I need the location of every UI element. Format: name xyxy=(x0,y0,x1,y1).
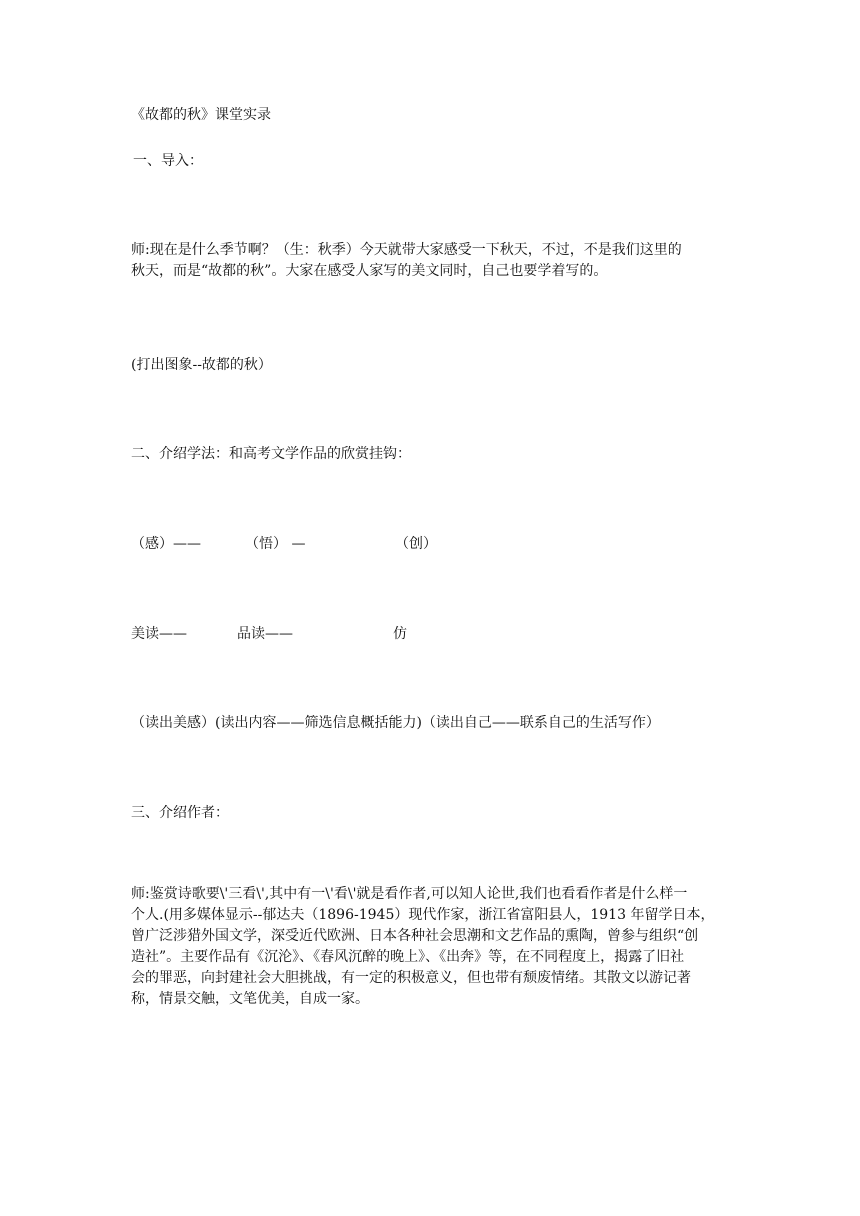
paragraph-line: 会的罪恶，向封建社会大胆挑战，有一定的积极意义，但也带有颓废情绪。其散文以游记著 xyxy=(131,970,691,986)
paragraph-line: 造社”。主要作品有《沉沦》、《春风沉醉的晚上》、《出奔》等，在不同程度上，揭露了旧社 xyxy=(131,949,685,965)
paragraph-line: 个人.(用多媒体显示--郁达夫（1896-1945）现代作家，浙江省富阳县人，1913 年留学日本， xyxy=(131,907,715,923)
method-item: （悟） — xyxy=(245,536,306,552)
paragraph-line: 秋天，而是“故都的秋”。大家在感受人家写的美文同时，自己也要学着写的。 xyxy=(131,263,608,279)
slide-note: (打出图象--故都的秋） xyxy=(131,357,272,373)
method-row-3: （读出美感）(读出内容——筛选信息概括能力)（读出自己——联系自己的生活写作） xyxy=(131,715,660,731)
paragraph-line: 师:鉴赏诗歌要\'三看\',其中有一\'看\'就是看作者,可以知人论世,我们也看看作者是什么样一 xyxy=(131,886,688,902)
paragraph-line: 曾广泛涉猎外国文学，深受近代欧洲、日本各种社会思潮和文艺作品的熏陶，曾参与组织“创 xyxy=(131,928,699,944)
paragraph-line: 师:现在是什么季节啊？（生：秋季）今天就带大家感受一下秋天，不过，不是我们这里的 xyxy=(131,242,682,258)
method-row-2 xyxy=(131,624,731,644)
method-row-1 xyxy=(131,534,731,554)
method-item: 仿 xyxy=(393,626,407,642)
method-item: 品读—— xyxy=(237,626,293,642)
section1-heading: 一、导入： xyxy=(133,153,203,169)
method-item: （感）—— xyxy=(131,536,201,552)
paragraph-line: 称，情景交触，文笔优美，自成一家。 xyxy=(131,991,369,1007)
method-item: 美读—— xyxy=(131,626,187,642)
document-title: 《故都的秋》课堂实录 xyxy=(131,107,271,123)
method-item: （创） xyxy=(395,536,437,552)
section3-author-paragraph xyxy=(131,884,735,1010)
section1-teacher-paragraph xyxy=(131,240,735,282)
section2-heading: 二、介绍学法：和高考文学作品的欣赏挂钩： xyxy=(131,446,411,462)
section3-heading: 三、介绍作者： xyxy=(131,805,229,821)
